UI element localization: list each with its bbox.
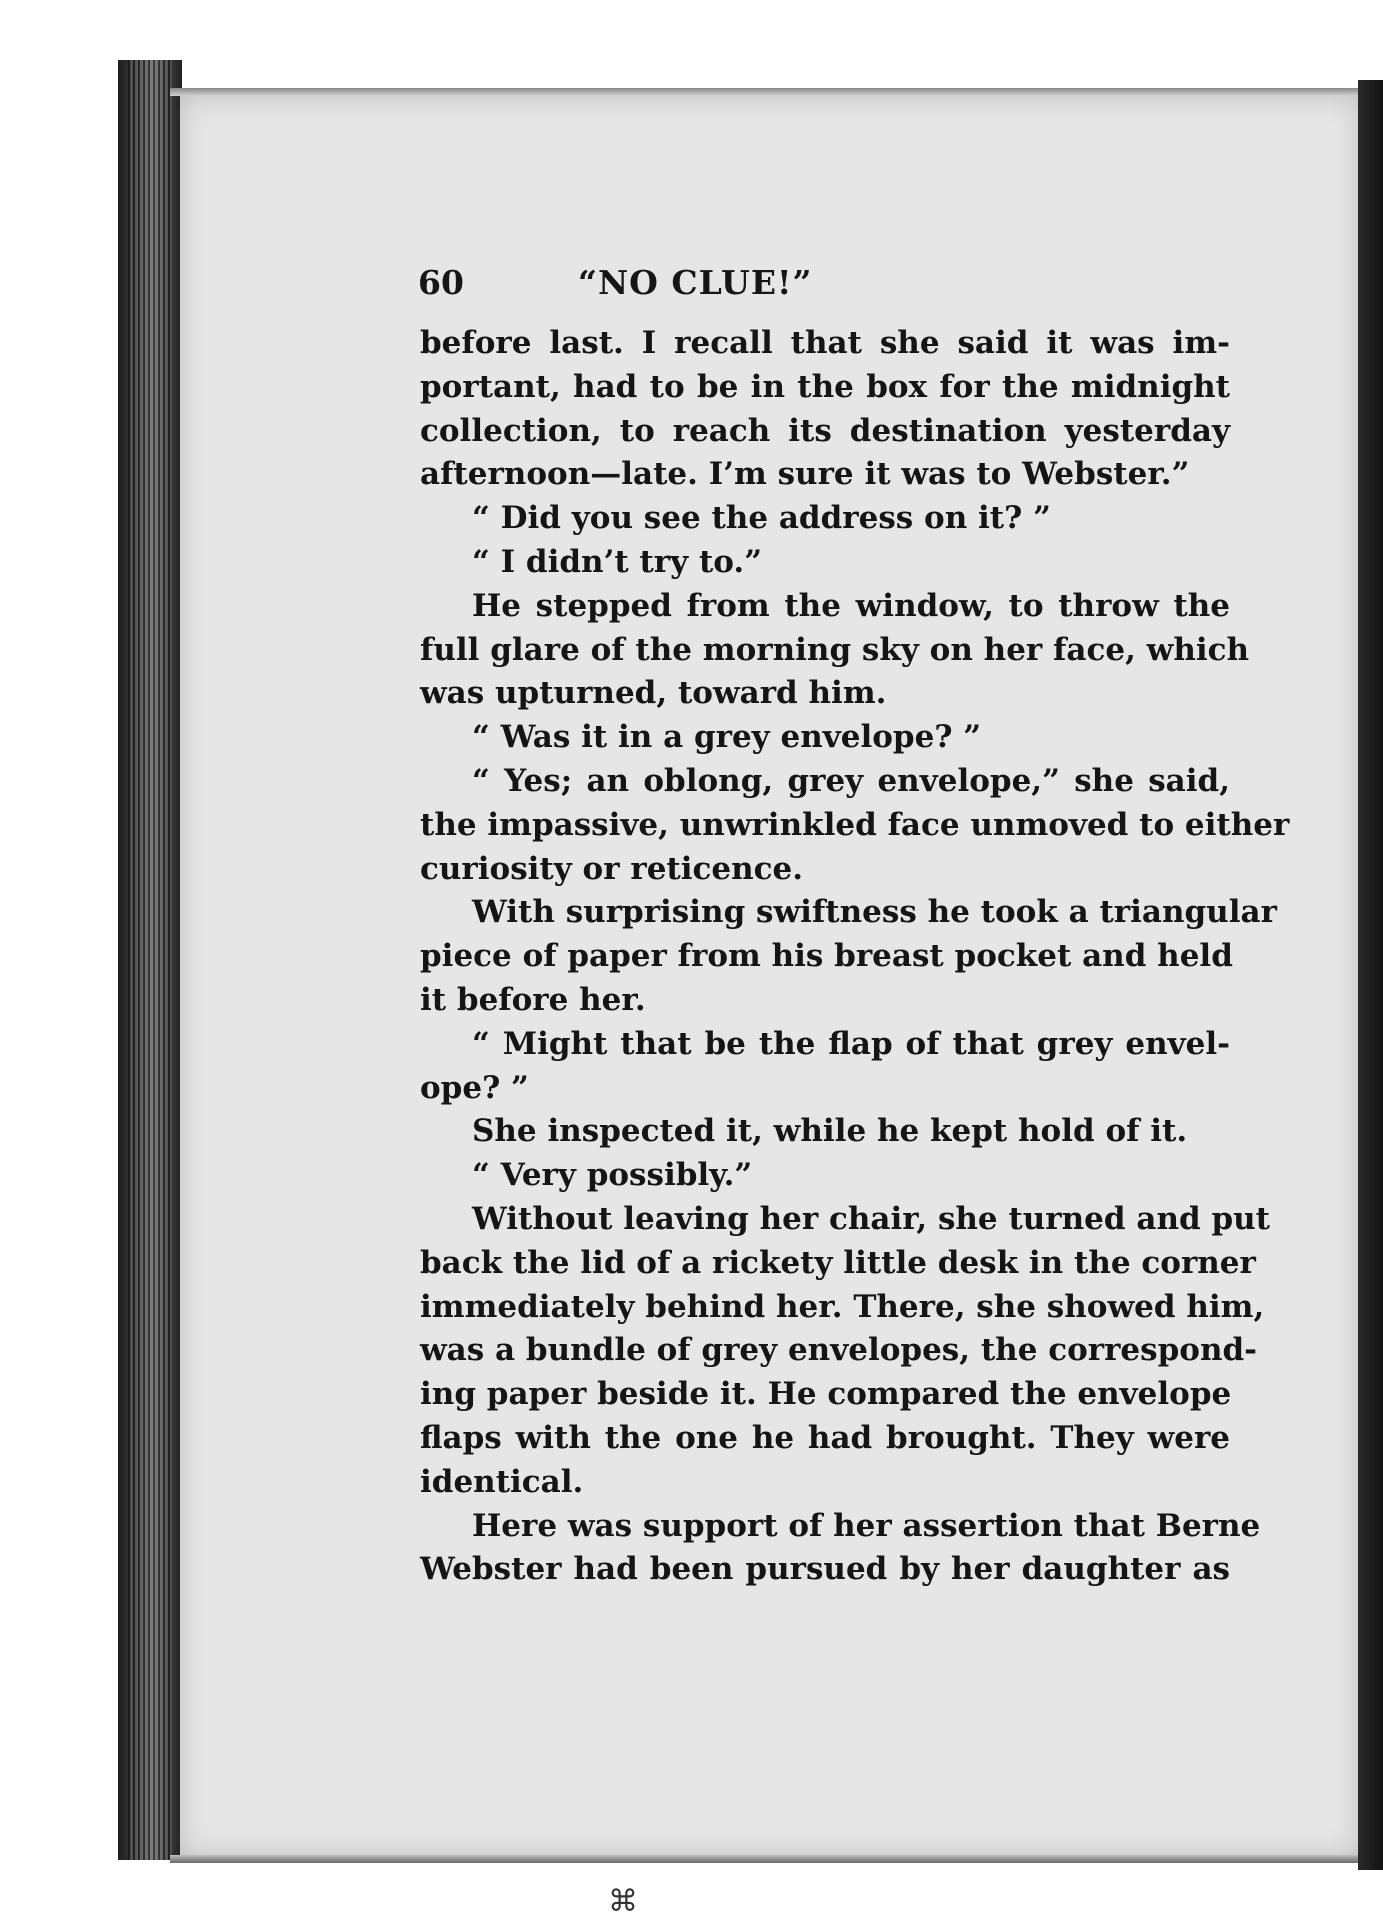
text-line: “ Very possibly.”: [472, 1157, 753, 1194]
text-line: flaps with the one he had brought. They were: [420, 1419, 1230, 1456]
book-spine-texture: [128, 60, 172, 1860]
page-number: 60: [418, 263, 464, 302]
page-header: [418, 258, 1228, 308]
text-line: it before her.: [420, 981, 646, 1018]
text-line: piece of paper from his breast pocket and held: [420, 938, 1233, 975]
text-line: afternoon—late. I’m sure it was to Webster.”: [420, 456, 1190, 493]
text-line: “ Was it in a grey envelope? ”: [472, 719, 982, 756]
text-line: Webster had been pursued by her daughter as: [420, 1551, 1230, 1588]
text-line: identical.: [420, 1463, 584, 1500]
text-line: She inspected it, while he kept hold of it.: [472, 1113, 1188, 1150]
text-line: ope? ”: [420, 1069, 529, 1106]
text-line: He stepped from the window, to throw the: [472, 587, 1230, 624]
text-line: was upturned, toward him.: [420, 675, 887, 712]
text-line: the impassive, unwrinkled face unmoved to either: [420, 806, 1290, 843]
text-line: “ Might that be the flap of that grey envel-: [472, 1025, 1230, 1062]
text-line: “ Did you see the address on it? ”: [472, 500, 1051, 537]
text-line: portant, had to be in the box for the midnight: [420, 368, 1230, 405]
body-text: [420, 322, 1290, 1592]
scan-artifact-mark: ⌘: [608, 1884, 638, 1919]
page-bottom-edge: [170, 1855, 1360, 1863]
text-line: Here was support of her assertion that Berne: [472, 1507, 1261, 1544]
text-line: “ I didn’t try to.”: [472, 543, 763, 580]
text-line: collection, to reach its destination yesterday: [420, 412, 1230, 449]
text-line: With surprising swiftness he took a triangular: [472, 894, 1277, 931]
text-line: was a bundle of grey envelopes, the correspond-: [420, 1332, 1258, 1369]
text-line: curiosity or reticence.: [420, 850, 804, 887]
text-line: “ Yes; an oblong, grey envelope,” she said,: [472, 762, 1230, 799]
text-line: before last. I recall that she said it was im-: [420, 325, 1230, 361]
running-title: “NO CLUE!”: [578, 263, 813, 302]
text-line: back the lid of a rickety little desk in the corner: [420, 1244, 1256, 1281]
page-right-edge: [1358, 80, 1383, 1870]
text-line: full glare of the morning sky on her face, which: [420, 631, 1250, 668]
text-line: immediately behind her. There, she showed him,: [420, 1288, 1265, 1325]
text-line: Without leaving her chair, she turned and put: [472, 1200, 1270, 1237]
text-line: ing paper beside it. He compared the envelope: [420, 1376, 1232, 1413]
